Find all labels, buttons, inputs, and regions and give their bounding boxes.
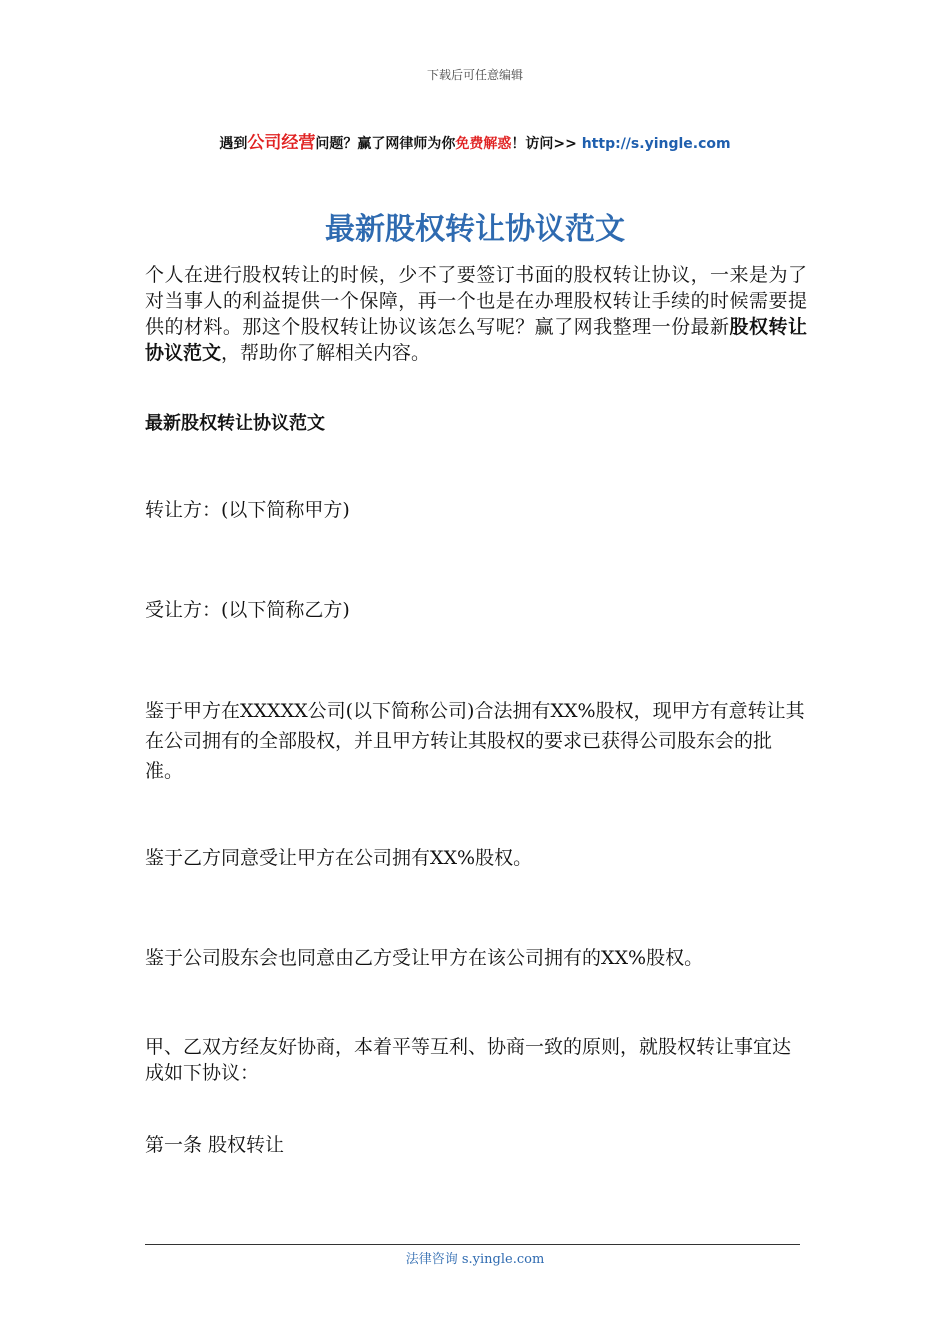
article-1-heading: 第一条 股权转让 — [145, 1134, 285, 1156]
footer-link[interactable]: 法律咨询 s.yingle.com — [405, 1252, 545, 1267]
promo-highlight-topic: 公司经营 — [247, 133, 316, 153]
intro-text: 个人在进行股权转让的时候，少不了要签订书面的股权转让协议，一来是为了对当事人的利益提供一个保障，再一个也是在办理股权转让手续的时候需要提供的材料。那这个股权转让协议该怎么写呢？赢了网我整理一份最新 — [145, 264, 807, 338]
promo-middle: 问题？赢了网律师为你 — [315, 136, 456, 152]
promo-banner — [0, 128, 950, 153]
transferee-line: 受让方：(以下简称乙方) — [145, 599, 350, 621]
intro-text-end: ，帮助你了解相关内容。 — [221, 342, 431, 364]
promo-link[interactable]: http://s.yingle.com — [581, 136, 731, 152]
clause-b-paragraph: 鉴于乙方同意受让甲方在公司拥有XX%股权。 — [145, 847, 533, 869]
transferor-line: 转让方：(以下简称甲方) — [145, 499, 350, 521]
section-heading: 最新股权转让协议范文 — [145, 413, 325, 434]
clause-d-paragraph: 甲、乙双方经友好协商，本着平等互利、协商一致的原则，就股权转让事宜达成如下协议： — [145, 1036, 792, 1084]
intro-bold-text: 股权转让协议范文 — [145, 316, 807, 364]
clause-a-paragraph: 鉴于甲方在XXXXX公司(以下简称公司)合法拥有XX%股权，现甲方有意转让其在公司拥有的全部股权，并且甲方转让其股权的要求已获得公司股东会的批准。 — [145, 700, 805, 782]
promo-suffix: ！访问>> — [511, 136, 582, 152]
footer-divider — [145, 1244, 800, 1245]
header-note: 下载后可任意编辑 — [426, 68, 523, 82]
intro-paragraph — [145, 262, 807, 366]
promo-highlight-free: 免费解惑 — [455, 136, 512, 152]
clause-c-paragraph: 鉴于公司股东会也同意由乙方受让甲方在该公司拥有的XX%股权。 — [145, 947, 704, 969]
promo-prefix: 遇到 — [219, 136, 248, 152]
document-title: 最新股权转让协议范文 — [325, 212, 625, 247]
